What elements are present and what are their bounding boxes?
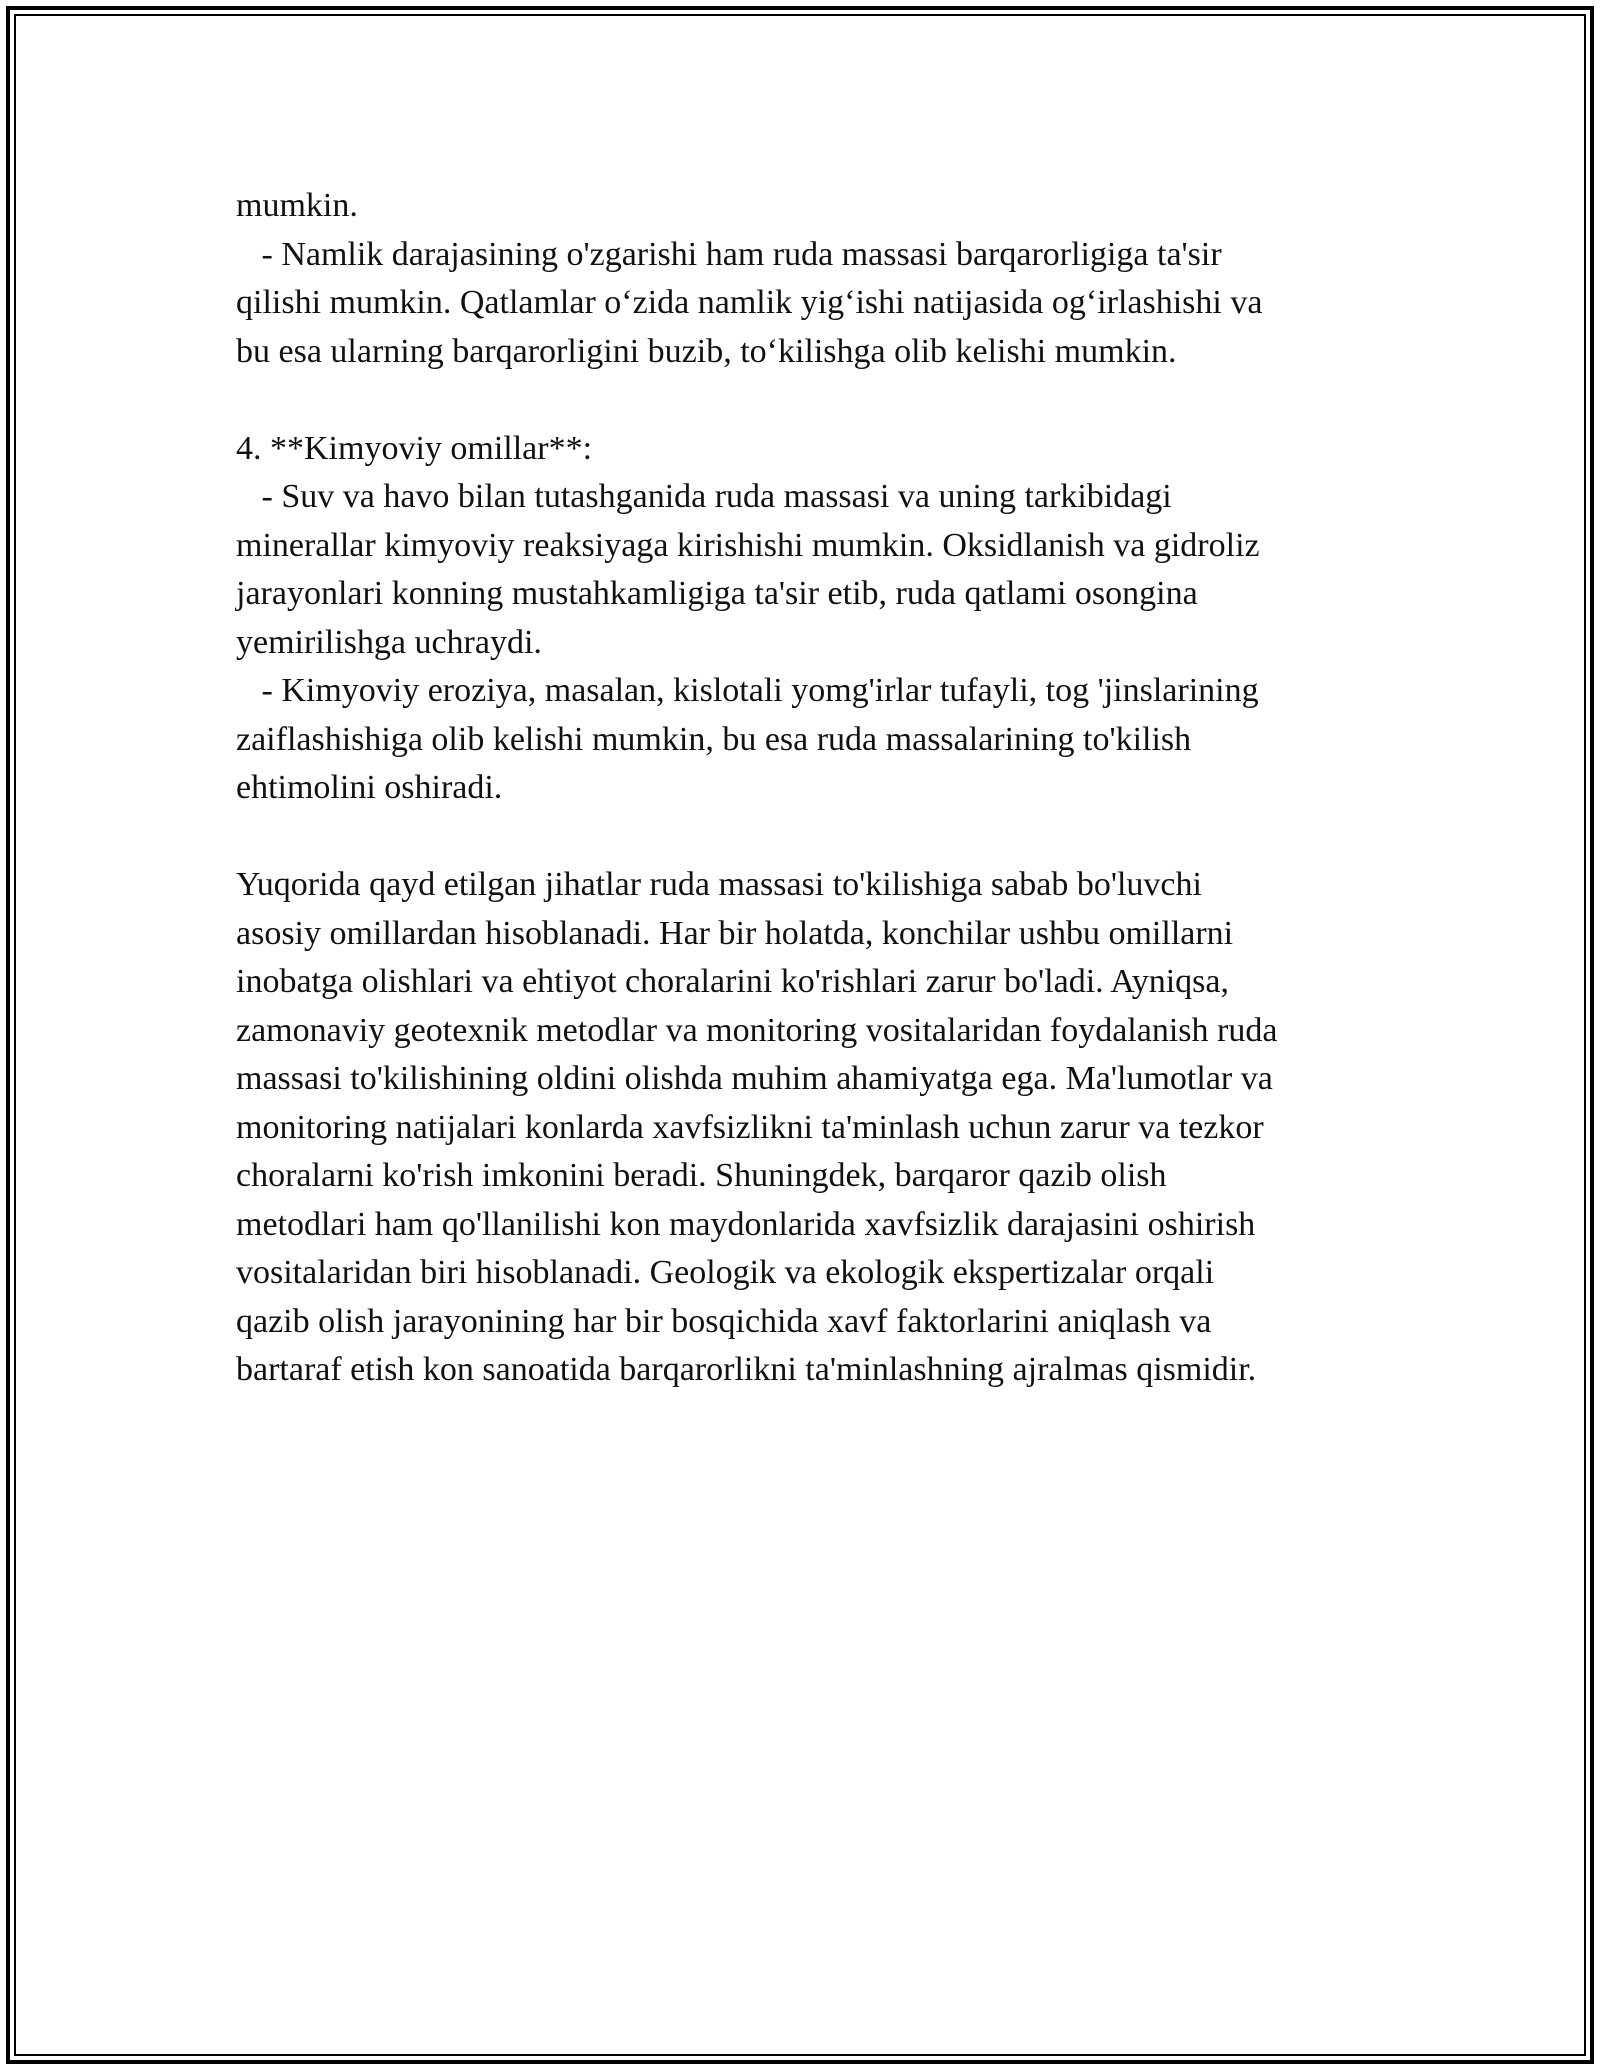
text-line: choralarni ko'rish imkonini beradi. Shuningdek, barqaror qazib olish — [236, 1157, 1167, 1194]
text-line: metodlari ham qo'llanilishi kon maydonlarida xavfsizlik darajasini oshirish — [236, 1205, 1256, 1243]
chemical-bullet-oxidation — [236, 473, 1386, 667]
continuation-paragraph — [236, 182, 1386, 231]
humidity-bullet — [236, 231, 1386, 377]
text-line: monitoring natijalari konlarda xavfsizlikni ta'minlash uchun zarur va tezkor — [236, 1108, 1264, 1146]
conclusion-paragraph — [236, 861, 1386, 1395]
text-line: minerallar kimyoviy reaksiyaga kirishishi mumkin. Oksidlanish va gidroliz — [236, 526, 1260, 564]
text-line: ehtimolini oshiradi. — [236, 769, 503, 806]
text-line: zamonaviy geotexnik metodlar va monitoring vositalaridan foydalanish ruda — [236, 1011, 1278, 1049]
text-line: asosiy omillardan hisoblanadi. Har bir holatda, konchilar ushbu omillarni — [236, 914, 1234, 952]
text-line: mumkin. — [236, 187, 358, 224]
text-line: - Kimyoviy eroziya, masalan, kislotali yomg'irlar tufayli, tog 'jinslarining — [236, 672, 1259, 709]
text-line: qazib olish jarayonining har bir bosqichida xavf faktorlarini aniqlash va — [236, 1302, 1212, 1340]
paragraph-gap — [236, 376, 1386, 425]
text-line: qilishi mumkin. Qatlamlar o‘zida namlik yig‘ishi natijasida og‘irlashishi va — [236, 284, 1263, 321]
paragraph-gap — [236, 813, 1386, 862]
text-line: yemirilishga uchraydi. — [236, 623, 542, 661]
document-body — [236, 182, 1386, 1395]
text-line: bu esa ularning barqarorligini buzib, to‘kilishga olib kelishi mumkin. — [236, 332, 1177, 370]
text-line: - Suv va havo bilan tutashganida ruda massasi va uning tarkibidagi — [236, 478, 1172, 515]
text-line: bartaraf etish kon sanoatida barqarorlikni ta'minlashning ajralmas qismidir. — [236, 1351, 1257, 1388]
section-heading: 4. **Kimyoviy omillar**: — [236, 429, 593, 467]
chemical-bullet-erosion — [236, 667, 1386, 813]
text-line: massasi to'kilishining oldini olishda muhim ahamiyatga ega. Ma'lumotlar va — [236, 1060, 1273, 1097]
text-line: jarayonlari konning mustahkamligiga ta'sir etib, ruda qatlami osongina — [236, 575, 1198, 612]
section-chemical-factors — [236, 425, 1386, 813]
text-line: Yuqorida qayd etilgan jihatlar ruda massasi to'kilishiga sabab bo'luvchi — [236, 866, 1202, 903]
text-line: zaiflashishiga olib kelishi mumkin, bu esa ruda massalarining to'kilish — [236, 720, 1192, 758]
text-line: - Namlik darajasining o'zgarishi ham ruda massasi barqarorligiga ta'sir — [236, 235, 1222, 273]
text-line: inobatga olishlari va ehtiyot choralarini ko'rishlari zarur bo'ladi. Ayniqsa, — [236, 963, 1229, 1000]
text-line: vositalaridan biri hisoblanadi. Geologik va ekologik ekspertizalar orqali — [236, 1254, 1215, 1291]
